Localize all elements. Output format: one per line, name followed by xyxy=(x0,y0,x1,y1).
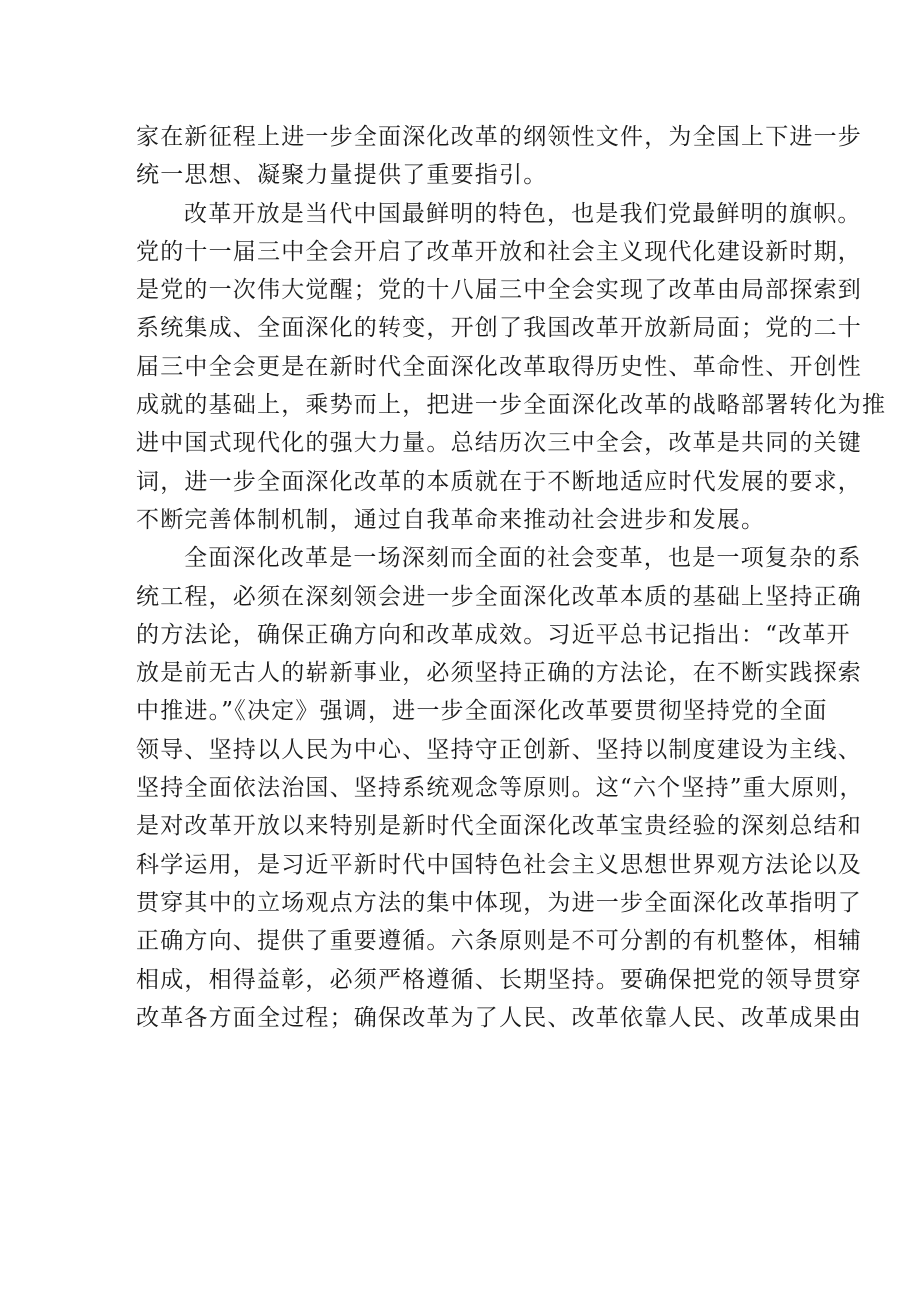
text-line: 的方法论，确保正确方向和改革成效。习近平总书记指出：“改革开 xyxy=(136,621,851,648)
text-line: 词，进一步全面深化改革的本质就在于不断地适应时代发展的要求， xyxy=(136,468,862,495)
text-line: 改革各方面全过程；确保改革为了人民、改革依靠人民、改革成果由 xyxy=(136,1004,862,1031)
paragraph-start-line: 改革开放是当代中国最鲜明的特色，也是我们党最鲜明的旗帜。 xyxy=(184,200,862,227)
text-line: 统工程，必须在深刻领会进一步全面深化改革本质的基础上坚持正确 xyxy=(136,583,862,610)
text-line: 统一思想、凝聚力量提供了重要指引。 xyxy=(136,162,548,189)
paragraph-start-line: 全面深化改革是一场深刻而全面的社会变革，也是一项复杂的系 xyxy=(184,545,862,572)
text-line: 不断完善体制机制，通过自我革命来推动社会进步和发展。 xyxy=(136,506,766,533)
text-line: 系统集成、全面深化的转变，开创了我国改革开放新局面；党的二十 xyxy=(136,315,862,342)
text-line: 党的十一届三中全会开启了改革开放和社会主义现代化建设新时期， xyxy=(136,238,862,265)
text-line: 家在新征程上进一步全面深化改革的纲领性文件，为全国上下进一步 xyxy=(136,124,862,150)
text-line: 坚持全面依法治国、坚持系统观念等原则。这“六个坚持”重大原则， xyxy=(136,775,864,802)
text-line: 届三中全会更是在新时代全面深化改革取得历史性、革命性、开创性 xyxy=(136,353,862,380)
text-line: 成就的基础上，乘势而上，把进一步全面深化改革的战略部署转化为推 xyxy=(136,392,887,419)
text-line: 正确方向、提供了重要遵循。六条原则是不可分割的有机整体，相辅 xyxy=(136,928,862,955)
text-line: 相成，相得益彰，必须严格遵循、长期坚持。要确保把党的领导贯穿 xyxy=(136,966,862,993)
body-text xyxy=(136,118,887,1037)
text-line: 科学运用，是习近平新时代中国特色社会主义思想世界观方法论以及 xyxy=(136,851,862,878)
text-line: 中推进。”《决定》强调，进一步全面深化改革要贯彻坚持党的全面 xyxy=(136,698,828,725)
text-line: 进中国式现代化的强大力量。总结历次三中全会，改革是共同的关键 xyxy=(136,430,862,457)
text-line: 贯穿其中的立场观点方法的集中体现，为进一步全面深化改革指明了 xyxy=(136,889,862,916)
text-line: 领导、坚持以人民为中心、坚持守正创新、坚持以制度建设为主线、 xyxy=(136,736,862,763)
text-line: 是对改革开放以来特别是新时代全面深化改革宝贵经验的深刻总结和 xyxy=(136,813,862,840)
text-line: 是党的一次伟大觉醒；党的十八届三中全会实现了改革由局部探索到 xyxy=(136,277,862,304)
text-line: 放是前无古人的崭新事业，必须坚持正确的方法论，在不断实践探索 xyxy=(136,660,862,687)
